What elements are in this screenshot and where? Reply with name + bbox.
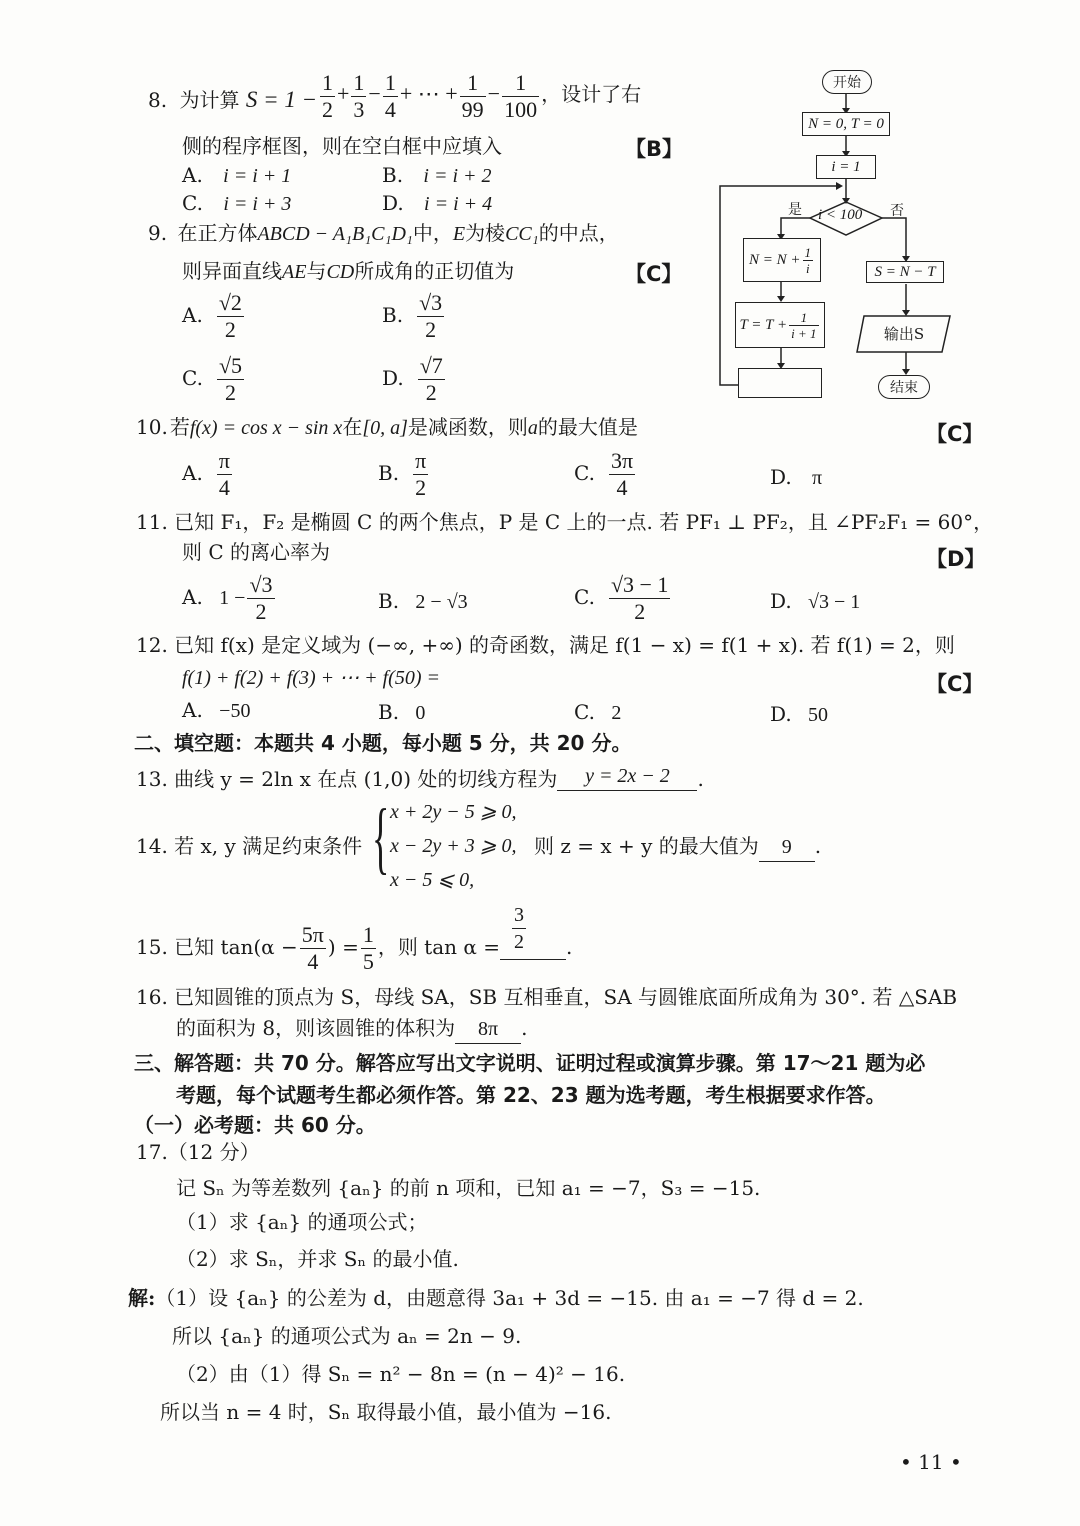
flowchart-output: 输出S [858,315,948,351]
option-c: C. $\frac{3\pi}{4}$ [574,448,634,500]
option-d: D. 50 [770,702,829,726]
section-heading-solutions-cont: 考题，每个试题考生都必须作答。第 22、23 题为选考题，考生根据要求作答。 [176,1083,886,1107]
solution-line1: 解:（1）设 {aₙ} 的公差为 d，由题意得 3a₁ + 3d = −15. 由 a₁ = −7 得 d = 2. [128,1286,864,1310]
q14-after: 则 z = x + y 的最大值为 9 . [534,832,821,862]
fraction: $\frac{1}{99}$ [461,70,484,122]
q15-line: 15. 已知 tan(α − $\frac{5\pi}{4}$ ) = $\frac{1}{5}$ ，则 tan α = . [136,922,573,974]
q8-formula-lhs: S = 1 − [245,87,318,112]
flowchart-start: 开始 [822,70,872,94]
q9-line2: 则异面直线AE与CD所成角的正切值为 [182,259,515,283]
option-c: C. i = i + 3 [182,191,292,215]
section-heading-fill-in: 二、填空题：本题共 4 小题，每小题 5 分，共 20 分。 [134,731,632,755]
constraint-3: x − 5 ⩽ 0, [390,869,475,891]
q11-line2: 则 C 的离心率为 [182,540,331,564]
option-a: A. $\frac{\pi}{4}$ [182,448,230,500]
left-brace: { [372,794,390,882]
page-number: • 11 • [900,1450,962,1474]
fraction: $\frac{1}{100}$ [504,70,538,122]
q9-line1: 9. 在正方体ABCD − A₁B₁C₁D₁中，E为棱CC₁的中点， [148,221,619,245]
option-a: A. 1 − $\frac{√3}{2}$ [182,572,273,624]
q8-line1 [148,86,317,114]
flowchart-t-update: T = T + $\frac{1}{i + 1}$ [735,302,825,348]
answer-badge: 【D】 [926,547,986,571]
answer-badge: 【B】 [625,137,684,161]
flowchart-end: 结束 [878,375,930,399]
option-c: C. $\frac{√5}{2}$ [182,353,243,405]
q13-line: 13. 曲线 y = 2ln x 在点 (1,0) 处的切线方程为 y = 2x − 2 . [136,765,704,795]
option-d: D. $\frac{√7}{2}$ [382,353,443,405]
constraint-1: x + 2y − 5 ⩾ 0, [390,801,517,823]
solution-line4: 所以当 n = 4 时，Sₙ 取得最小值，最小值为 −16. [160,1400,612,1424]
q17-part1: （1）求 {aₙ} 的通项公式； [176,1210,428,1234]
solution-line2: 所以 {aₙ} 的通项公式为 aₙ = 2n − 9. [172,1324,522,1348]
flowchart-n-update: N = N + $\frac{1}{i}$ [743,238,821,282]
option-a: A. −50 [182,698,251,722]
q17-part2: （2）求 Sₙ，并求 Sₙ 的最小值. [176,1247,459,1271]
option-b: B. $\frac{√3}{2}$ [382,290,443,342]
answer-badge: 【C】 [625,262,683,286]
option-b: B. $\frac{\pi}{2}$ [378,448,427,500]
option-d: D. i = i + 4 [382,191,493,215]
q8-prefix: 为计算 [179,88,240,112]
constraint-2: x − 2y + 3 ⩾ 0, [390,835,517,857]
q16-line1: 16. 已知圆锥的顶点为 S，母线 SA，SB 互相垂直，SA 与圆锥底面所成角为 30°. 若 △SAB [136,985,958,1009]
q10-line1: 10. 若f(x) = cos x − sin x在[0, a]是减函数，则a的最大值是 [136,415,638,439]
answer-badge: 【C】 [926,422,984,446]
flowchart-no-label: 否 [890,203,904,219]
option-c: C. $\frac{√3 - 1}{2}$ [574,572,669,624]
option-b: B. i = i + 2 [382,163,492,187]
option-d: D. π [770,465,823,489]
q17-header: 17.（12 分） [136,1140,260,1164]
fraction: $\frac{1}{3}$ [353,70,365,122]
answer-blank: 8π [455,1015,521,1044]
q12-line2: f(1) + f(2) + f(3) + ⋯ + f(50) = [182,667,440,689]
option-b: B. 0 [378,700,426,724]
option-b: B. 2 − √3 [378,589,468,613]
section-heading-solutions: 三、解答题：共 70 分。解答应写出文字说明、证明过程或演算步骤。第 17～21 题为必 [134,1051,926,1075]
q8-line2: 侧的程序框图，则在空白框中应填入 [182,134,502,158]
option-a: A. i = i + 1 [182,163,292,187]
q11-line1: 11. 已知 F₁，F₂ 是椭圆 C 的两个焦点，P 是 C 上的一点. 若 PF₁ ⊥ PF₂，且 ∠PF₂F₁ = 60°， [136,510,994,534]
option-d: D. √3 − 1 [770,589,861,613]
answer-blank: 9 [759,833,815,862]
q17-stem: 记 Sₙ 为等差数列 {aₙ} 的前 n 项和，已知 a₁ = −7，S₃ = −15. [176,1176,761,1200]
question-number: 8. [148,88,168,112]
option-c: C. 2 [574,700,622,724]
answer-fraction: $\frac{3}{2}$ [514,904,524,953]
solution-line3: （2）由（1）得 Sₙ = n² − 8n = (n − 4)² − 16. [176,1362,626,1386]
fraction: $\frac{1}{2}$ [322,70,333,122]
flowchart-i-init: i = 1 [816,155,876,179]
flowchart-s-calc: S = N − T [866,261,944,283]
answer-blank: y = 2x − 2 [557,762,697,791]
q14-line: 14. 若 x, y 满足约束条件 [136,834,363,858]
q12-line1: 12. 已知 f(x) 是定义域为 (−∞, +∞) 的奇函数，满足 f(1 − x) = f(1 + x). 若 f(1) = 2，则 [136,633,955,657]
option-a: A. $\frac{√2}{2}$ [182,290,242,342]
answer-blank [500,937,566,960]
q16-line2: 的面积为 8，则该圆锥的体积为 8π . [176,1014,527,1044]
fraction: $\frac{1}{4}$ [384,70,396,122]
flowchart-blank-box [738,368,822,398]
flowchart-yes-label: 是 [788,202,802,218]
flowchart-condition: i < 100 [818,207,863,223]
subsection-heading-required: （一）必考题：共 60 分。 [134,1113,376,1137]
answer-badge: 【C】 [926,672,984,696]
flowchart-init: N = 0, T = 0 [802,112,890,136]
q8-series: $\frac{1}{2}$ + $\frac{1}{3}$ − $\frac{1}{4}$ + ⋯ + $\frac{1}{99}$ − $\frac{1}{100}$ ，设计了右 [322,70,642,122]
